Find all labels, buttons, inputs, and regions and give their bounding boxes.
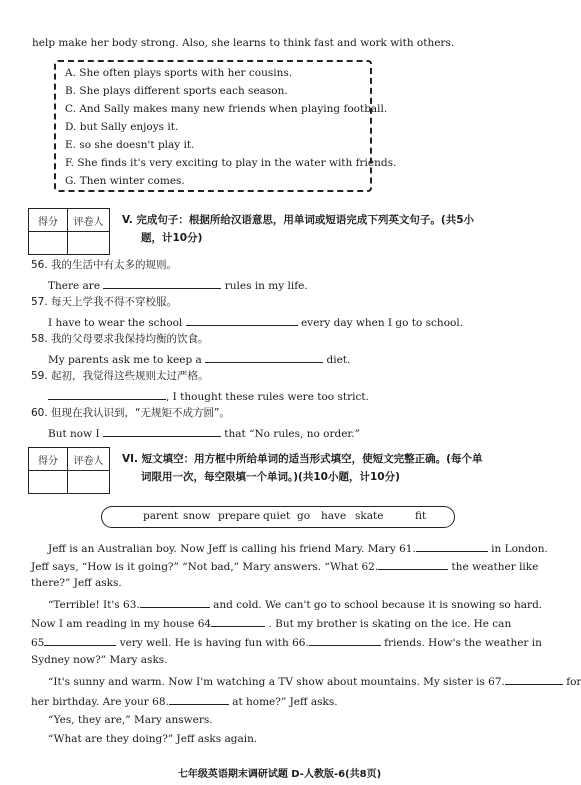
options-box	[54, 60, 397, 192]
blank-number: 68.	[152, 696, 169, 708]
blank-number: 65	[31, 637, 45, 649]
q56-pre: There are	[48, 280, 101, 292]
score-table-6	[28, 447, 110, 494]
blank-number: 64	[197, 618, 212, 630]
passage-line-4	[48, 596, 542, 612]
blank-68[interactable]	[152, 696, 229, 708]
blank-line[interactable]	[169, 693, 229, 705]
q60-post: that “No rules, no order.”	[224, 428, 360, 440]
word-bank	[101, 506, 455, 528]
word-bank-item: snow	[183, 510, 211, 522]
score-label: 得分	[29, 448, 68, 471]
passage-text: and cold. We can't go to school because it is snowing so hard.	[213, 599, 543, 611]
page-footer: 七年级英语期末调研试题 D-人教版-6(共8页)	[177, 769, 382, 780]
passage-text: “Terrible! It's	[48, 599, 120, 611]
q58-blank[interactable]	[205, 351, 323, 363]
blank-61[interactable]	[399, 543, 488, 555]
q57-blank[interactable]	[186, 314, 298, 326]
passage-line-6	[31, 634, 542, 650]
q57-chinese: 57. 每天上学我不得不穿校服。	[31, 296, 178, 308]
word-bank-item: have	[321, 510, 347, 522]
q60-blank[interactable]	[103, 425, 221, 437]
q56-chinese: 56. 我的生活中有太多的规则。	[31, 259, 178, 271]
grader-label: 评卷人	[68, 448, 110, 471]
section6-title-1: VI. 短文填空：用方框中所给单词的适当形式填空，使短文完整正确。(每个单	[122, 453, 483, 465]
passage-text: at home?” Jeff asks.	[232, 696, 338, 708]
passage-line-1	[48, 540, 548, 556]
passage-text: Jeff is an Australian boy. Now Jeff is calling his friend Mary. Mary	[48, 543, 396, 555]
q57-post: every day when I go to school.	[300, 317, 464, 329]
passage-line-10: “Yes, they are,” Mary answers.	[48, 714, 213, 726]
passage-line-9	[31, 693, 338, 709]
word-bank-item: skate	[355, 510, 384, 522]
blank-number: 62.	[361, 561, 379, 573]
passage-text: the weather like	[451, 561, 539, 573]
blank-line[interactable]	[378, 558, 448, 570]
passage-text: “It's sunny and warm. Now I'm watching a TV show about mountains. My sister is	[48, 676, 485, 688]
passage-line-8	[48, 673, 581, 689]
blank-64[interactable]	[198, 618, 265, 630]
q56-sentence	[48, 277, 308, 293]
word-bank-item: fit	[415, 510, 427, 522]
grader-label: 评卷人	[68, 209, 110, 232]
q59-blank[interactable]	[48, 388, 166, 400]
option-g: G. Then winter comes.	[65, 175, 185, 187]
word-bank-item: prepare	[218, 510, 261, 522]
passage-text: in London.	[491, 543, 548, 555]
blank-number: 66.	[292, 637, 309, 649]
blank-62[interactable]	[361, 561, 448, 573]
q60-pre: But now I	[48, 428, 100, 440]
q58-chinese: 58. 我的父母要求我保持均衡的饮食。	[31, 333, 209, 345]
blank-65[interactable]	[31, 637, 116, 649]
score-cell[interactable]	[29, 471, 68, 494]
passage-text: friends. How's the weather in	[384, 637, 542, 649]
q60-chinese: 60. 但现在我认识到，“无规矩不成方圆”。	[31, 407, 230, 419]
blank-line[interactable]	[505, 673, 563, 685]
q56-post: rules in my life.	[224, 280, 308, 292]
section5-title-1: V. 完成句子：根据所给汉语意思，用单词或短语完成下列英文句子。(共5小	[122, 214, 475, 226]
option-c: C. And Sally makes many new friends when playing football.	[65, 103, 388, 115]
passage-text: Now I am reading in my house	[31, 618, 195, 630]
section5-title-2: 题，计10分)	[141, 232, 203, 244]
blank-line[interactable]	[211, 615, 265, 627]
grader-cell[interactable]	[68, 471, 110, 494]
option-b: B. She plays different sports each season.	[65, 85, 288, 97]
passage-text: . But my brother is skating on the ice. He can	[268, 618, 512, 630]
q58-post: diet.	[326, 354, 351, 366]
blank-67[interactable]	[488, 676, 563, 688]
word-bank-item: parent	[143, 510, 179, 522]
section6-title-2: 词限用一次，每空限填一个单词。)(共10小题，计10分)	[141, 471, 400, 483]
word-bank-item: quiet	[263, 510, 291, 522]
blank-line[interactable]	[416, 540, 488, 552]
blank-number: 61.	[399, 543, 416, 555]
blank-63[interactable]	[123, 599, 210, 611]
blank-number: 63.	[123, 599, 140, 611]
intro-line: help make her body strong. Also, she learns to think fast and work with others.	[32, 37, 455, 49]
passage-text: very well. He is having fun with	[119, 637, 289, 649]
score-label: 得分	[29, 209, 68, 232]
option-e: E. so she doesn't play it.	[65, 139, 195, 151]
score-table-5	[28, 208, 110, 255]
q59-post: , I thought these rules were too strict.	[166, 391, 369, 403]
q59-sentence	[48, 388, 369, 404]
passage-text: her birthday. Are your	[31, 696, 149, 708]
q56-blank[interactable]	[103, 277, 221, 289]
grader-cell[interactable]	[68, 232, 110, 255]
option-d: D. but Sally enjoys it.	[65, 121, 179, 133]
q58-pre: My parents ask me to keep a	[48, 354, 202, 366]
blank-line[interactable]	[309, 634, 381, 646]
word-bank-item: go	[297, 510, 311, 522]
passage-text: for	[566, 676, 581, 688]
blank-number: 67.	[488, 676, 505, 688]
q60-sentence	[48, 425, 360, 441]
q59-chinese: 59. 起初，我觉得这些规则太过严格。	[31, 370, 209, 382]
passage-line-2	[31, 558, 538, 574]
score-cell[interactable]	[29, 232, 68, 255]
passage-line-7: Sydney now?” Mary asks.	[31, 654, 168, 666]
q58-sentence	[48, 351, 350, 367]
blank-line[interactable]	[140, 596, 210, 608]
passage-line-11: “What are they doing?” Jeff asks again.	[48, 733, 258, 745]
passage-line-3: there?” Jeff asks.	[31, 577, 122, 589]
q57-sentence	[48, 314, 463, 330]
option-f: F. She finds it's very exciting to play in the water with friends.	[65, 157, 397, 169]
option-a: A. She often plays sports with her cousins.	[65, 67, 293, 79]
passage-line-5	[31, 615, 511, 631]
q57-pre: I have to wear the school	[48, 317, 183, 329]
passage-text: Jeff says, “How is it going?” “Not bad,” Mary answers. “What	[31, 561, 359, 573]
blank-66[interactable]	[292, 637, 381, 649]
blank-line[interactable]	[44, 634, 116, 646]
